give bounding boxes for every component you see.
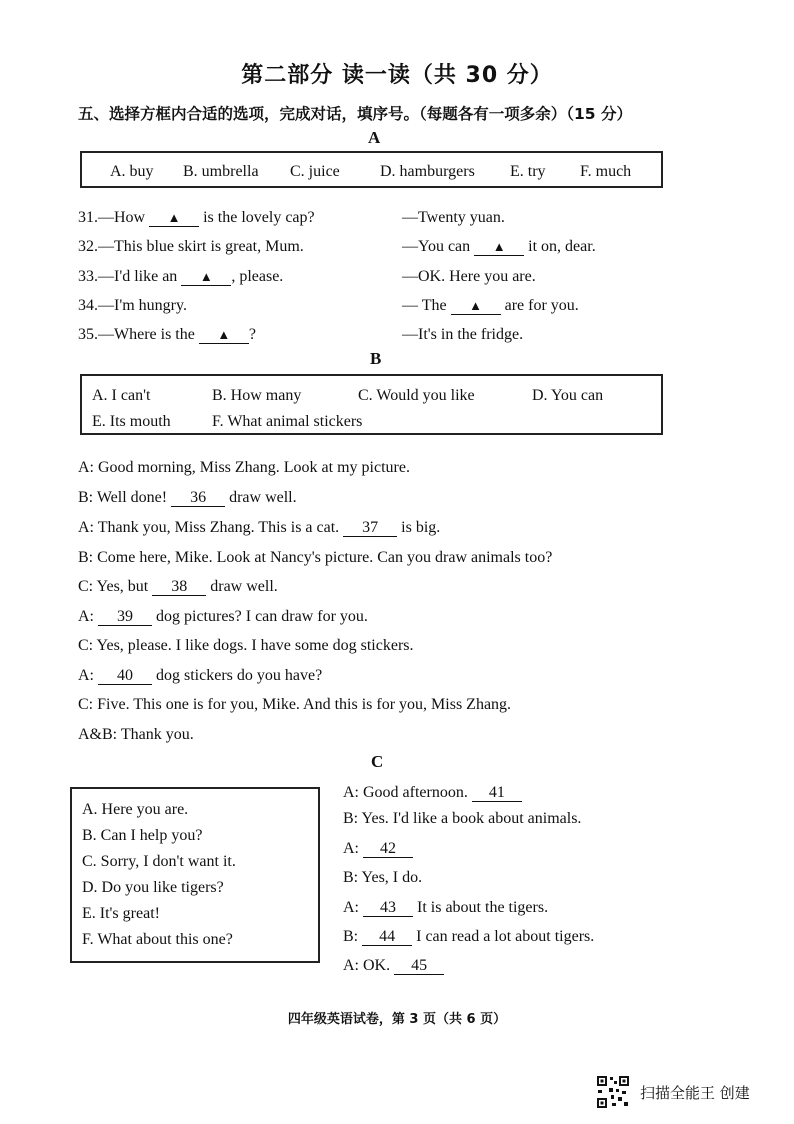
dialogue-b-line-7: C: Yes, please. I like dogs. I have some dog stickers. <box>78 637 414 654</box>
option-c-d: D. Do you like tigers? <box>82 879 224 896</box>
dialogue-b-line-5: C: Yes, but 38 draw well. <box>78 578 278 595</box>
question-33: 33.—I'd like an ▲ , please. <box>78 268 284 285</box>
option-c-b: B. Can I help you? <box>82 827 203 844</box>
dialogue-b-line-9: C: Five. This one is for you, Mike. And this is for you, Miss Zhang. <box>78 696 512 713</box>
question-32: 32.—This blue skirt is great, Mum. <box>78 238 304 255</box>
question-35: 35.—Where is the ▲ ? <box>78 326 256 343</box>
dialogue-c-line-4: B: Yes, I do. <box>343 869 423 886</box>
answer-marker-31: ▲ <box>167 210 181 225</box>
dialogue-b-line-3: A: Thank you, Miss Zhang. This is a cat. 37 is big. <box>78 519 441 536</box>
blank-44: 44 <box>362 928 412 946</box>
question-31: 31.—How ▲ is the lovely cap? <box>78 209 315 226</box>
dialogue-c-line-7: A: OK. 45 <box>343 957 444 975</box>
section-b-label: B <box>370 349 382 368</box>
scanner-watermark: 扫描全能王 创建 <box>640 1084 750 1102</box>
dialogue-c-line-2: B: Yes. I'd like a book about animals. <box>343 810 582 827</box>
dialogue-b-line-1: A: Good morning, Miss Zhang. Look at my picture. <box>78 459 410 476</box>
dialogue-b-line-6: A: 39 dog pictures? I can draw for you. <box>78 608 368 625</box>
reply-32: —You can ▲ it on, dear. <box>402 238 596 255</box>
blank-39: 39 <box>98 608 152 626</box>
option-b-b: B. How many <box>212 387 302 404</box>
dialogue-b-line-10: A&B: Thank you. <box>78 726 194 743</box>
qr-code-icon <box>596 1075 630 1109</box>
instruction: 五、选择方框内合适的选项，完成对话，填序号。（每题各有一项多余）（15 分） <box>78 105 632 123</box>
dialogue-c-line-6: B: 44 I can read a lot about tigers. <box>343 928 595 945</box>
dialogue-b-line-4: B: Come here, Mike. Look at Nancy's picture. Can you draw animals too? <box>78 549 553 566</box>
section-c-label: C <box>371 752 384 771</box>
blank-38: 38 <box>152 578 206 596</box>
page-title: 第二部分 读一读（共 30 分） <box>241 63 553 88</box>
option-b-a: A. I can't <box>92 387 151 404</box>
reply-33: —OK. Here you are. <box>402 268 536 285</box>
dialogue-c-line-1: A: Good afternoon. 41 <box>343 784 522 802</box>
answer-marker-35: ▲ <box>217 327 231 342</box>
blank-36: 36 <box>171 489 225 507</box>
dialogue-c-line-5: A: 43 It is about the tigers. <box>343 899 549 916</box>
dialogue-c-line-3: A: 42 <box>343 840 413 858</box>
option-a-a: A. buy <box>110 163 154 180</box>
option-a-d: D. hamburgers <box>380 163 475 180</box>
page-footer: 四年级英语试卷，第 3 页（共 6 页） <box>287 1012 507 1027</box>
blank-45: 45 <box>394 957 444 975</box>
question-34: 34.—I'm hungry. <box>78 297 187 314</box>
option-c-e: E. It's great! <box>82 905 160 922</box>
answer-marker-34: ▲ <box>469 298 483 313</box>
option-c-f: F. What about this one? <box>82 931 233 948</box>
option-b-c: C. Would you like <box>358 387 475 404</box>
section-a-option-box <box>80 151 663 188</box>
answer-marker-33: ▲ <box>199 269 213 284</box>
reply-34: — The ▲ are for you. <box>402 297 579 314</box>
option-a-f: F. much <box>580 163 632 180</box>
blank-43: 43 <box>363 899 413 917</box>
option-c-a: A. Here you are. <box>82 801 189 818</box>
option-a-c: C. juice <box>290 163 340 180</box>
reply-35: —It's in the fridge. <box>402 326 524 343</box>
option-a-b: B. umbrella <box>183 163 259 180</box>
option-c-c: C. Sorry, I don't want it. <box>82 853 236 870</box>
section-a-label: A <box>368 128 381 147</box>
option-b-d: D. You can <box>532 387 604 404</box>
option-a-e: E. try <box>510 163 546 180</box>
blank-42: 42 <box>363 840 413 858</box>
blank-37: 37 <box>343 519 397 537</box>
answer-marker-32: ▲ <box>492 239 506 254</box>
blank-41: 41 <box>472 784 522 802</box>
option-b-f: F. What animal stickers <box>212 413 363 430</box>
dialogue-b-line-2: B: Well done! 36 draw well. <box>78 489 297 506</box>
blank-40: 40 <box>98 667 152 685</box>
dialogue-b-line-8: A: 40 dog stickers do you have? <box>78 667 323 684</box>
option-b-e: E. Its mouth <box>92 413 171 430</box>
reply-31: —Twenty yuan. <box>402 209 505 226</box>
